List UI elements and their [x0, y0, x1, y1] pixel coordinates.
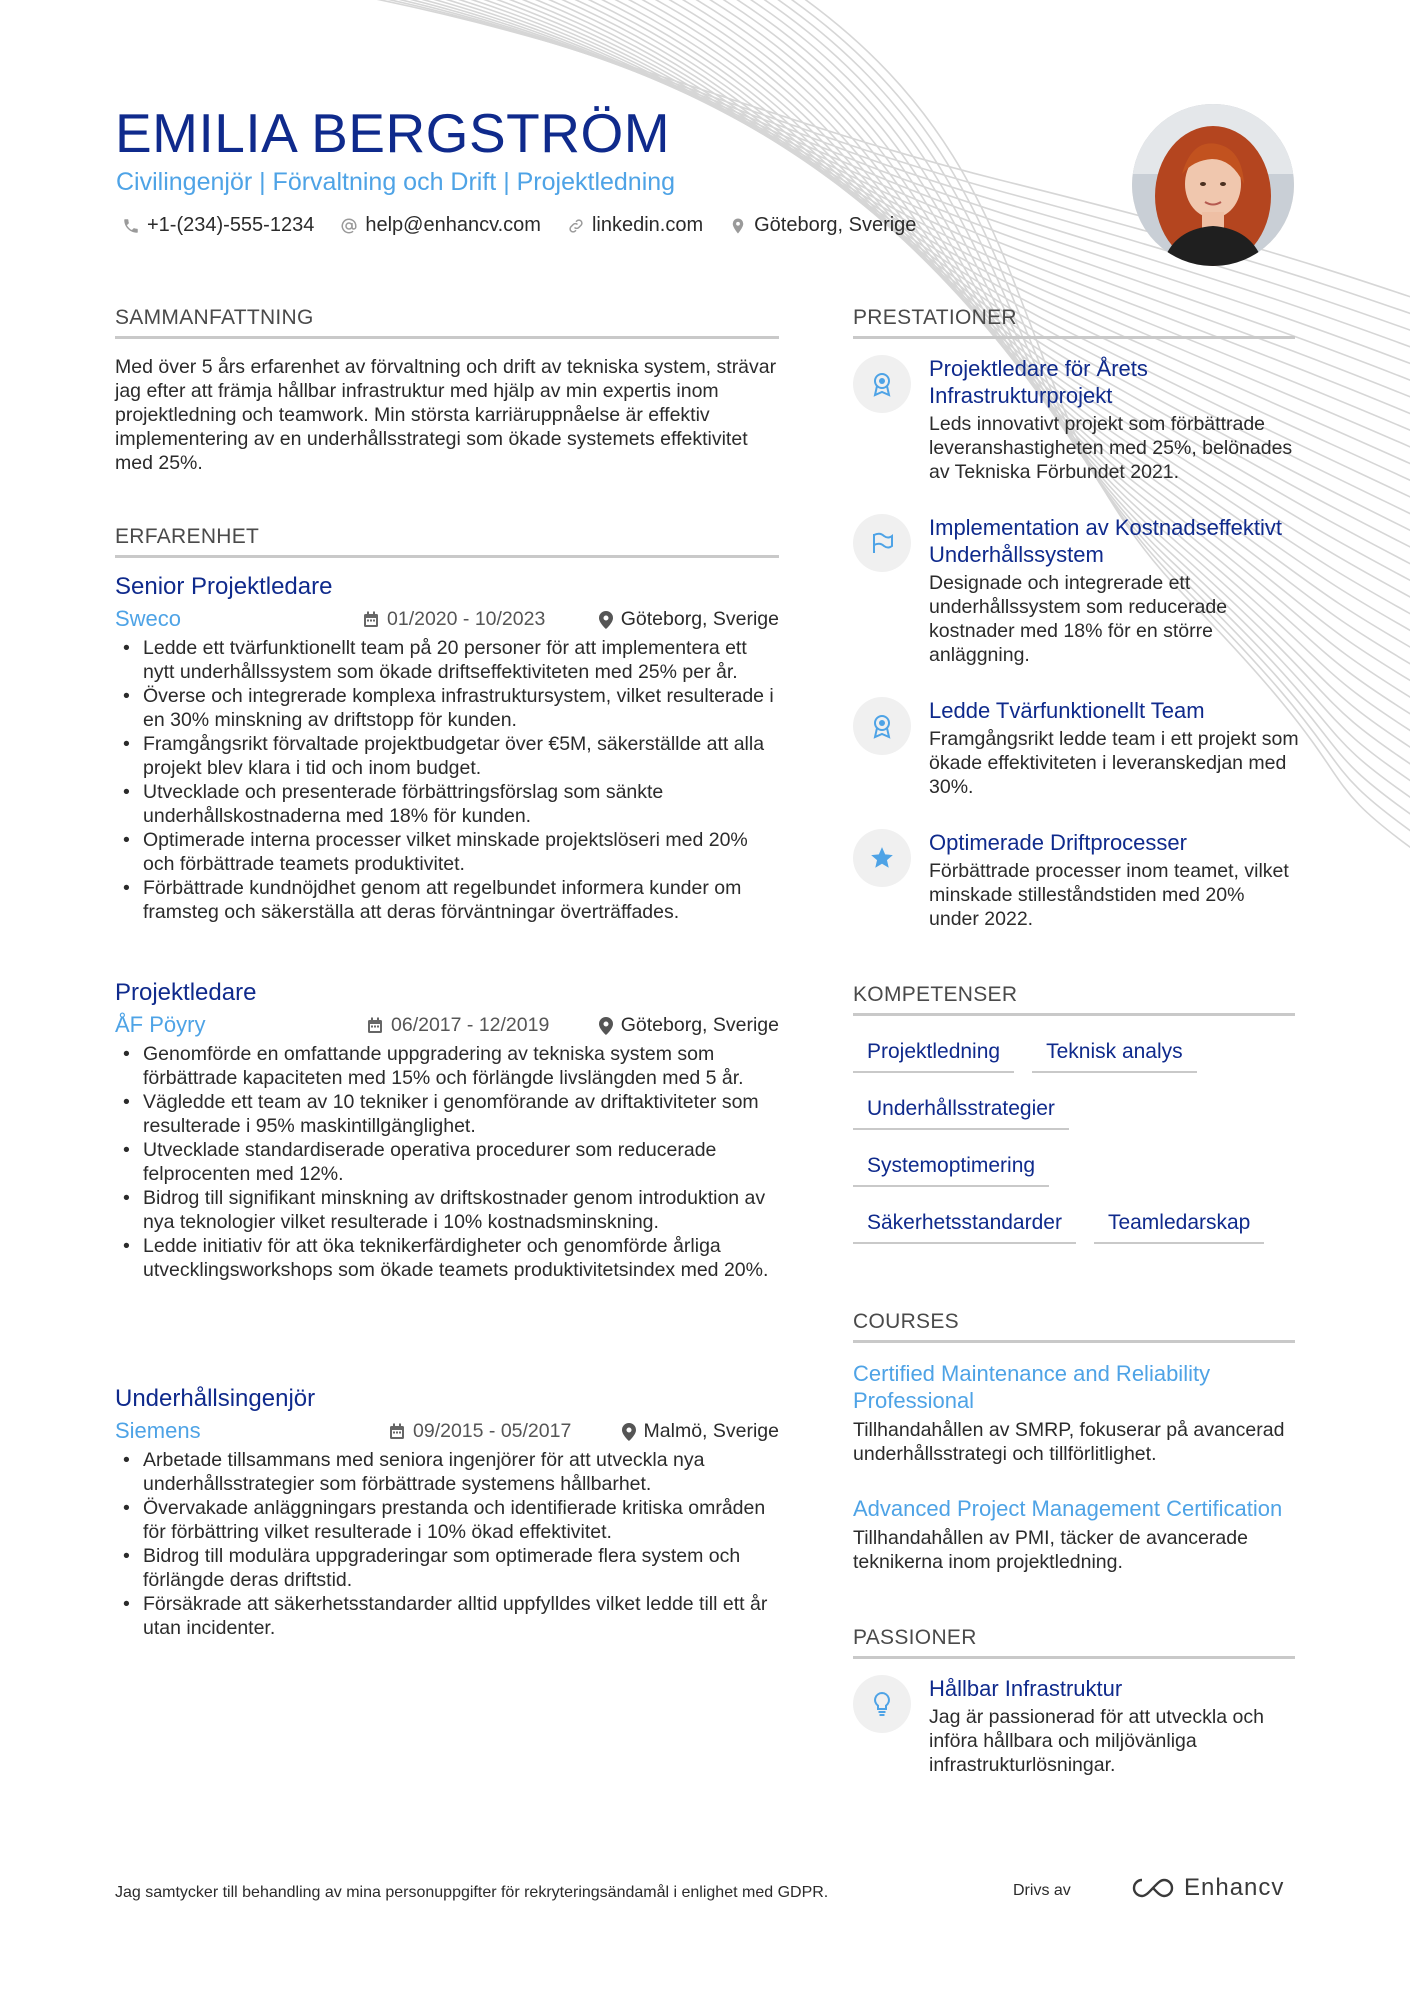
- job-location: [599, 608, 779, 631]
- job-title: Senior Projektledare: [115, 573, 333, 600]
- job-bullets: [115, 1042, 779, 1282]
- contact-phone[interactable]: [122, 214, 314, 237]
- link-icon: [567, 217, 585, 235]
- job-dates-text: 09/2015 - 05/2017: [413, 1420, 572, 1442]
- job-dates-text: 01/2020 - 10/2023: [387, 608, 546, 630]
- skills-list: [853, 1032, 1295, 1260]
- job-bullet: • Optimerade interna processer vilket minskade projektslöseri med 20% och förbättrade teamets produktivitet.: [115, 828, 779, 876]
- job-bullet: • Genomförde en omfattande uppgradering av tekniska system som förbättrade kapaciteten med 15% och förlängde livslängden med 5 år.: [115, 1042, 779, 1090]
- job-bullet: • Utvecklade och presenterade förbättringsförslag som sänkte underhållskostnaderna med 18% för kunden.: [115, 780, 779, 828]
- skill-tag: Underhållsstrategier: [853, 1089, 1069, 1130]
- job-dates: [367, 1014, 549, 1037]
- portrait-illustration: [1132, 104, 1294, 266]
- experience-heading: ERFARENHET: [115, 525, 779, 558]
- job-bullet: • Utvecklade standardiserade operativa procedurer som reducerade felprocenten med 12%.: [115, 1138, 779, 1186]
- job-title: Underhållsingenjör: [115, 1385, 316, 1412]
- job-bullets: [115, 1448, 779, 1640]
- job-dates-text: 06/2017 - 12/2019: [391, 1014, 550, 1036]
- passion-title: Hållbar Infrastruktur: [929, 1676, 1123, 1701]
- achievement-item: [853, 514, 1295, 666]
- candidate-name: EMILIA BERGSTRÖM: [115, 102, 671, 164]
- job-bullet: • Övervakade anläggningars prestanda och identifierade kritiska områden för förbättring vilket resulterade i 10% ökad effektivitet.: [115, 1496, 779, 1544]
- job-meta: [115, 1416, 779, 1448]
- contact-bar: [122, 214, 916, 237]
- job-title: Projektledare: [115, 979, 257, 1006]
- job-bullet: • Framgångsrikt förvaltade projektbudgetar över €5M, säkerställde att alla projekt blev klara i tid och inom budget.: [115, 732, 779, 780]
- job-location: [622, 1420, 779, 1443]
- job-bullet: • Försäkrade att säkerhetsstandarder alltid uppfylldes vilket ledde till ett år utan incidenter.: [115, 1592, 779, 1640]
- skill-tag: Säkerhetsstandarder: [853, 1203, 1076, 1244]
- gdpr-consent: Jag samtycker till behandling av mina personuppgifter för rekryteringsändamål i enlighet med GDPR.: [115, 1884, 829, 1901]
- achievement-title: Projektledare för Årets Infrastrukturprojekt: [929, 356, 1148, 408]
- job-meta: [115, 604, 779, 636]
- skill-tag: Teamledarskap: [1094, 1203, 1264, 1244]
- skill-row: [853, 1089, 1295, 1130]
- company-name: Siemens: [115, 1418, 201, 1443]
- course-title: Advanced Project Management Certification: [853, 1496, 1283, 1521]
- passion-desc: Jag är passionerad för att utveckla och införa hållbara och miljövänliga infrastrukturlösningar.: [929, 1706, 1264, 1776]
- location-pin-icon: [599, 1017, 613, 1035]
- linkedin-text: linkedin.com: [591, 214, 704, 236]
- enhancv-logo[interactable]: [1130, 1874, 1284, 1902]
- skill-row: [853, 1032, 1295, 1073]
- powered-by-label: Drivs av: [1013, 1882, 1071, 1899]
- achievement-desc: Designade och integrerade ett underhållssystem som reducerade kostnader med 18% för en större anläggning.: [929, 572, 1228, 666]
- achievement-item: [853, 355, 1295, 485]
- location-pin-icon: [622, 1423, 636, 1441]
- achievement-title: Optimerade Driftprocesser: [929, 830, 1187, 855]
- passions-heading: PASSIONER: [853, 1626, 1295, 1659]
- calendar-icon: [367, 1017, 383, 1034]
- passion-body: [929, 1675, 1299, 1777]
- job-location-text: Göteborg, Sverige: [620, 608, 779, 630]
- infinity-logo-icon: [1130, 1876, 1176, 1900]
- at-icon: [340, 217, 358, 235]
- star-icon: [853, 829, 911, 887]
- brand-name: Enhancv: [1184, 1874, 1285, 1901]
- job-bullet: • Förbättrade kundnöjdhet genom att regelbundet informera kunder om framsteg och säkerställa att deras förväntningar överträffades.: [115, 876, 779, 924]
- achievement-title: Ledde Tvärfunktionellt Team: [929, 698, 1205, 723]
- summary-text: Med över 5 års erfarenhet av förvaltning och drift av tekniska system, strävar jag efter att främja hållbar infrastruktur med hjälp av min expertis inom projektledning och teamwork. Min största karriäruppnåelse är effektiv implementering av en underhållsstrategi som ökade systemets effektivitet med 25%.: [115, 356, 777, 474]
- contact-email[interactable]: [340, 214, 541, 237]
- skill-tag: Projektledning: [853, 1032, 1014, 1073]
- phone-text: +1-(234)-555-1234: [147, 214, 315, 236]
- award-icon: [853, 355, 911, 413]
- skill-row: [853, 1203, 1295, 1244]
- achievement-desc: Förbättrade processer inom teamet, vilket minskade stilleståndstiden med 20% under 2022.: [929, 860, 1289, 930]
- lightbulb-icon: [853, 1675, 911, 1733]
- achievement-body: [929, 514, 1299, 667]
- flag-icon: [853, 514, 911, 572]
- profile-photo: [1132, 104, 1294, 266]
- course-desc: Tillhandahållen av SMRP, fokuserar på avancerad underhållsstrategi och tillförlitlighet.: [853, 1419, 1285, 1465]
- job-bullet: • Arbetade tillsammans med seniora ingenjörer för att utveckla nya underhållsstrategier som förbättrade systemens hållbarhet.: [115, 1448, 779, 1496]
- calendar-icon: [363, 611, 379, 628]
- phone-icon: [122, 217, 140, 235]
- job-entry: [115, 1384, 779, 1640]
- calendar-icon: [389, 1423, 405, 1440]
- achievement-item: [853, 829, 1295, 959]
- job-meta: [115, 1010, 779, 1042]
- job-bullet: • Bidrog till modulära uppgraderingar som optimerade flera system och förlängde deras driftstid.: [115, 1544, 779, 1592]
- achievement-desc: Leds innovativt projekt som förbättrade leveranshastigheten med 25%, belönades av Tekniska Förbundet 2021.: [929, 413, 1293, 483]
- achievement-desc: Framgångsrikt ledde team i ett projekt som ökade effektiviteten i leveranskedjan med 30%.: [929, 728, 1299, 798]
- location-text: Göteborg, Sverige: [754, 214, 917, 236]
- job-bullet: • Överse och integrerade komplexa infrastruktursystem, vilket resulterade i en 30% minskning av driftstopp för kunden.: [115, 684, 779, 732]
- job-entry: [115, 572, 779, 924]
- job-dates: [389, 1420, 571, 1443]
- contact-location: [729, 214, 916, 237]
- skill-tag: Systemoptimering: [853, 1146, 1049, 1187]
- company-name: Sweco: [115, 606, 182, 631]
- email-text: help@enhancv.com: [365, 214, 541, 236]
- job-bullet: • Ledde initiativ för att öka teknikerfärdigheter och genomförde årliga utvecklingsworkshops som ökade teamets produktivitetsindex med 20%.: [115, 1234, 779, 1282]
- summary-heading: SAMMANFATTNING: [115, 306, 779, 339]
- job-bullet: • Bidrog till signifikant minskning av driftskostnader genom introduktion av nya teknologier vilket resulterade i 10% kostnadsminskning.: [115, 1186, 779, 1234]
- job-location: [599, 1014, 779, 1037]
- location-pin-icon: [599, 611, 613, 629]
- course-item: [853, 1360, 1295, 1466]
- skill-tag: Teknisk analys: [1032, 1032, 1197, 1073]
- course-desc: Tillhandahållen av PMI, täcker de avancerade teknikerna inom projektledning.: [853, 1527, 1248, 1573]
- location-pin-icon: [729, 217, 747, 235]
- skills-heading: KOMPETENSER: [853, 983, 1295, 1016]
- job-location-text: Malmö, Sverige: [643, 1420, 779, 1442]
- achievement-body: [929, 355, 1299, 484]
- achievement-item: [853, 697, 1299, 827]
- job-entry: [115, 978, 779, 1282]
- passion-item: [853, 1675, 1295, 1805]
- achievement-body: [929, 697, 1299, 799]
- job-bullet: • Vägledde ett team av 10 tekniker i genomförande av driftaktiviteter som resulterade i 95% maskintillgänglighet.: [115, 1090, 779, 1138]
- achievements-heading: PRESTATIONER: [853, 306, 1295, 339]
- course-item: [853, 1495, 1295, 1574]
- candidate-subtitle: Civilingenjör | Förvaltning och Drift | Projektledning: [116, 168, 676, 196]
- job-bullets: [115, 636, 779, 924]
- course-title: Certified Maintenance and Reliability Professional: [853, 1361, 1211, 1413]
- courses-heading: COURSES: [853, 1310, 1295, 1343]
- achievement-body: [929, 829, 1299, 931]
- achievement-title: Implementation av Kostnadseffektivt Underhållssystem: [929, 515, 1283, 567]
- skill-row: [853, 1146, 1295, 1187]
- contact-linkedin[interactable]: [567, 214, 703, 237]
- award-icon: [853, 697, 911, 755]
- job-dates: [363, 608, 545, 631]
- job-bullet: • Ledde ett tvärfunktionellt team på 20 personer för att implementera ett nytt underhållssystem som ökade driftseffektiviteten med 25% per år.: [115, 636, 779, 684]
- job-location-text: Göteborg, Sverige: [620, 1014, 779, 1036]
- company-name: ÅF Pöyry: [115, 1012, 206, 1037]
